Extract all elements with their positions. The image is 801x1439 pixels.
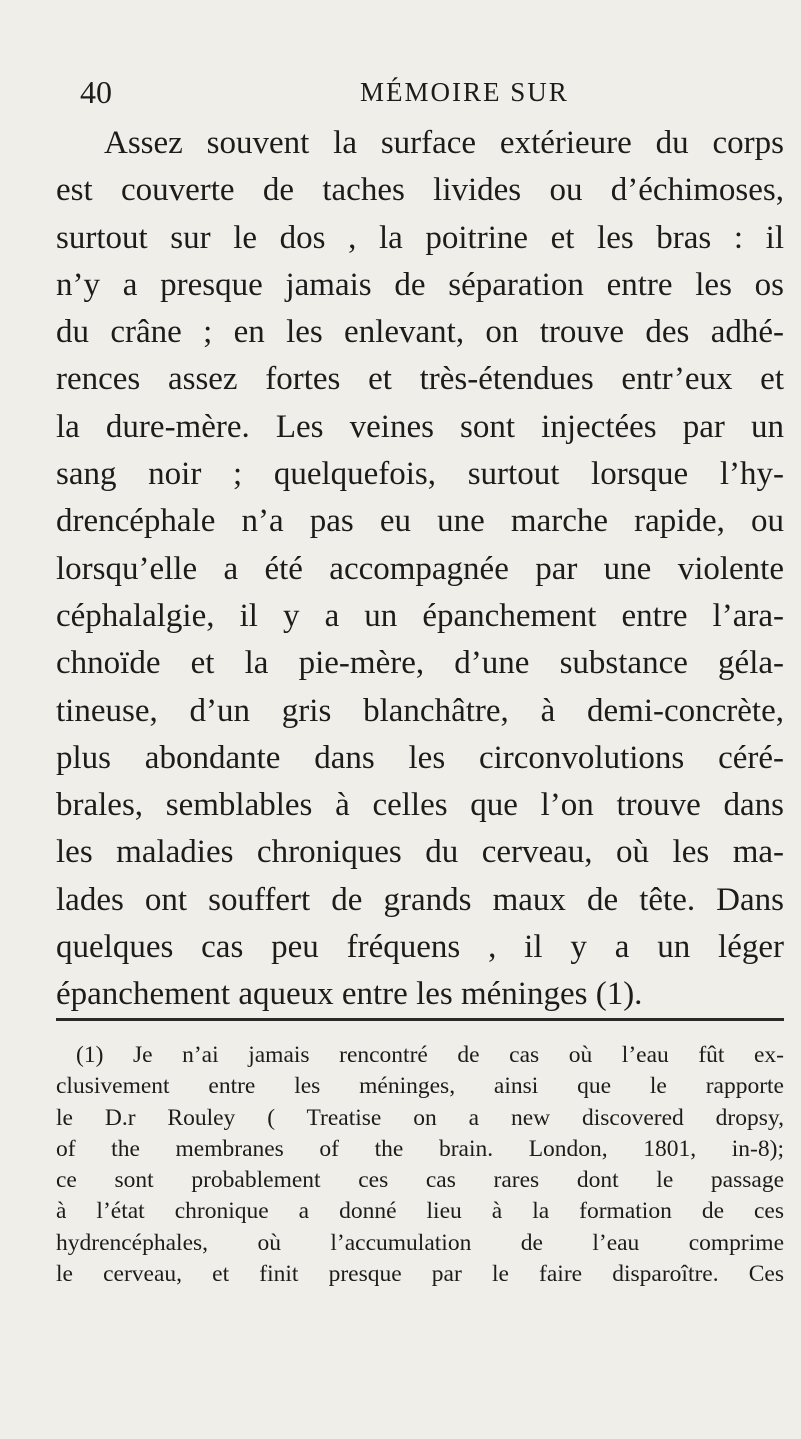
text-line: céphalalgie, il y a un épanchement entre l’ara-	[56, 597, 784, 634]
text-line: plus abondante dans les circonvolutions céré-	[56, 739, 784, 776]
main-paragraph	[56, 120, 784, 1019]
footnote-line: (1) Je n’ai jamais rencontré de cas où l’eau fût ex-	[76, 1042, 784, 1068]
footnote-line: hydrencéphales, où l’accumulation de l’eau comprime	[56, 1229, 784, 1256]
footnote-line: le cerveau, et finit presque par le faire disparoître. Ces	[56, 1261, 784, 1288]
text-line: les maladies chroniques du cerveau, où les ma-	[56, 834, 784, 871]
text-line: Assez souvent la surface extérieure du corps	[104, 125, 784, 161]
footnote-line: clusivement entre les méninges, ainsi que le rapporte	[56, 1073, 784, 1100]
text-line: épanchement aqueux entre les méninges (1).	[56, 976, 643, 1013]
footnote-line: à l’état chronique a donné lieu à la formation de ces	[56, 1198, 784, 1225]
text-line: chnoïde et la pie-mère, d’une substance géla-	[56, 645, 784, 682]
page-header	[0, 72, 801, 112]
text-line: surtout sur le dos , la poitrine et les bras : il	[56, 219, 784, 256]
text-line: brales, semblables à celles que l’on trouve dans	[56, 787, 784, 824]
text-line: est couverte de taches livides ou d’échimoses,	[56, 172, 784, 209]
text-line: sang noir ; quelquefois, surtout lorsque l’hy-	[56, 456, 784, 493]
text-line: lorsqu’elle a été accompagnée par une violente	[56, 550, 784, 587]
text-line: rences assez fortes et très-étendues entr’eux et	[56, 361, 784, 398]
running-title: MÉMOIRE SUR	[360, 77, 569, 107]
text-line: n’y a presque jamais de séparation entre les os	[56, 266, 784, 303]
text-line: lades ont souffert de grands maux de tête. Dans	[56, 881, 784, 918]
text-line: du crâne ; en les enlevant, on trouve des adhé-	[56, 314, 784, 351]
footnote-line: of the membranes of the brain. London, 1801, in-8);	[56, 1135, 784, 1162]
footnote-separator-rule	[56, 1018, 784, 1021]
text-line: quelques cas peu fréquens , il y a un léger	[56, 929, 784, 966]
text-line: la dure-mère. Les veines sont injectées par un	[56, 408, 784, 445]
text-line: tineuse, d’un gris blanchâtre, à demi-concrète,	[56, 692, 784, 729]
text-line: drencéphale n’a pas eu une marche rapide, ou	[56, 503, 784, 540]
footnote	[56, 1040, 784, 1290]
page-number: 40	[80, 74, 112, 110]
footnote-line: ce sont probablement ces cas rares dont le passage	[56, 1167, 784, 1194]
footnote-line: le D.r Rouley ( Treatise on a new discovered dropsy,	[56, 1104, 784, 1131]
